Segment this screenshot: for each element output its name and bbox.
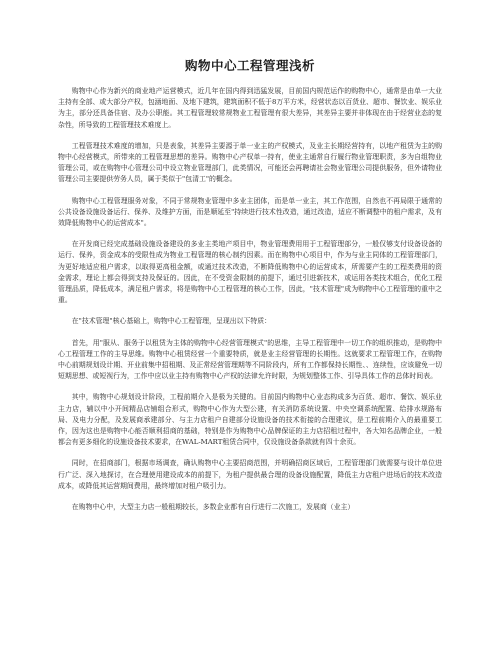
paragraph-management-difficulty: 工程管理技术难度的增加，只是表象，其差异主要源于单一业主的产权模式，及业主长期经营持有，以地产租赁为主的购物中心经营模式，所带来的工程管理思想的差异。购物中心产权单一持有，使业主通常自行履行物业管理职责，多为自组物业管理公司，或在购物中心管理公司中设立物业管理部门，此类情况，可能还会再聘请社会物业管理公司提供服务，但外请物业管理公司主要提供劳务人员，属于类似于"包清工"的概念。	[58, 141, 442, 184]
document-title: 购物中心工程管理浅析	[184, 58, 315, 73]
paragraph-service-object: 购物中心工程管理服务对象，不同于常规物业管理中多业主团体，而是单一业主，其工作范围，自然也不再局限于通常的公共设备设施设备运行、保养、及维护方面，而是顺延至"持续进行技术性改造，通过改造，适应不断调整中的租户需求，及有效降低购物中心的运营成本"。	[58, 196, 442, 228]
paragraph-technical-management: 在开发商已经完成基础设施设备建设的多业主类地产项目中，物业管理费用用于工程管理部分，一般仅够支付设备设备的运行、保养，资金成本的受限性成为物业工程管理的核心制约因素。而在购物中心项目中，作为与业主同体的工程管理部门，为更好地适应租户需求，以取得更高租金额，或通过技术改造，不断降低购物中心的运营成本，所需要产生的工程类费用的资金需求，理论上都会得到支持及保证的。因此，在不受资金限制的前提下，通过引进新技术，或运用各类技术组合，优化工程管理品质，降低成本，满足租户需求，将是购物中心工程管理的核心工作，因此，"技术管理"成为购物中心工程管理的重中之重。	[58, 240, 442, 305]
paragraph-investment-department: 同时，在招商部门，根据市场调查，确认购物中心主要招商范围，并明确招商区域后，工程管理部门就需要与设计单位进行广泛、深入地探讨，在合理使用建设成本的前提下，为租户提供最合理的设备设施配置，降低主力店租户进场后的技术改造成本，或降低其运营期间费用，最终增加对租户吸引力。	[58, 459, 442, 490]
paragraph-planning-stage: 其中，购物中心规划设计阶段，工程前期介入是极为关键的。目前国内购物中心业态构成多为百货、超市、餐饮、娱乐业主力店，辅以中小开间精品店铺组合形式，购物中心作为大型公建，有关消防系统设置、中央空调系统配置、给排水规路布局、及电力分配，及发展商承建部分、与主力店租户自建部分设施设备的技术衔接的合理建议，是工程前期介入的最重要工作，因为这也是购物中心能否顺利招商的基础，特别是作为购物中心品牌保证的主力店招租过程中，各大知名品牌企业，一般都会有更多细化的设施设备技术要求，在WAL-MART租赁合同中，仅设施设备条款就有四十余页。	[58, 393, 442, 447]
paragraph-anchor-stores: 在购物中心中，大型主力店一般租期较长，多数企业都有自行进行二次施工，发展商（业主）	[71, 503, 355, 512]
paragraph-characteristics-intro: 在"技术管理"核心基础上，购物中心工程管理，呈现出以下特质：	[71, 317, 272, 326]
paragraph-first-point: 首先，用"服从、服务于以租赁为主体的购物中心经营管理模式"的思维，主导工程管理中一切工作的组织推动，是购物中心工程管理工作的主导思维。购物中心租赁经营一个重要特质，就是业主经营管理的长期性。这就要求工程管理工作，在购物中心前期规划设计期、开业前集中招租期、及正常经营管理期等不同阶段内，所有工作都保持长期性、、连续性，应该避免一切短期思想、或短视行为，工作中应以业主持有购物中心产权的法律允许时限，为规划整体工作、引导具体工作的总体时间表。	[58, 338, 442, 381]
paragraph-intro: 购物中心作为新兴的商业地产运营模式，近几年在国内得到迅猛发展，目前国内规范运作的购物中心，通常是由单一大业主持有全部、或大部分产权，包涵地面、及地下建筑，建筑面积不低于8万平方米，经营状态以百货业、超市、餐饮业、娱乐业为主，部分还具备住宿、及办公职能。其工程管理较常规物业工程管理有很大差异，其差异主要并非体现在由于经营业态的复杂性，所导致的工程管理技术难度上。	[58, 87, 442, 129]
